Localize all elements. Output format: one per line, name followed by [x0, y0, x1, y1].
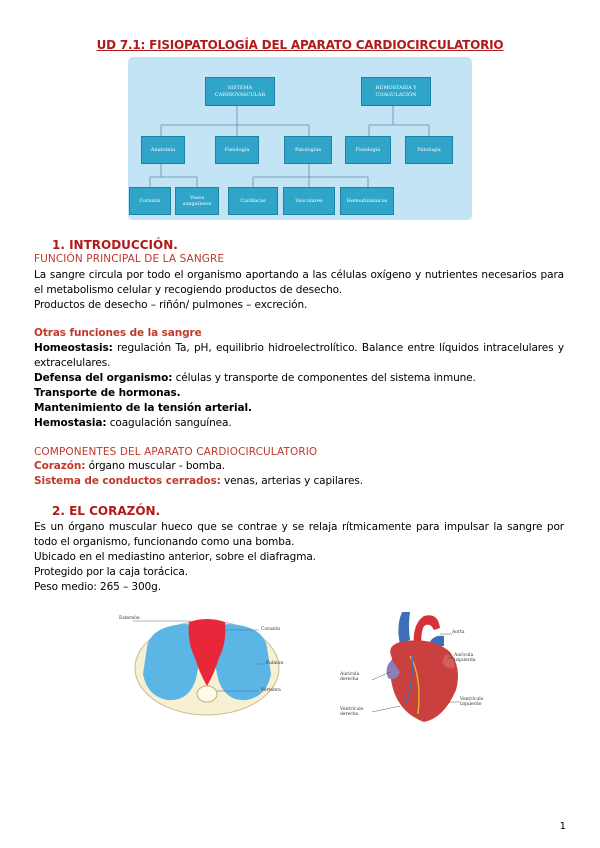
page-title: UD 7.1: FISIOPATOLOGÍA DEL APARATO CARDIOCIRCULATORIO [96, 38, 504, 52]
node-anatomia: Anatomía [141, 136, 185, 164]
corazon-p3: Protegido por la caja torácica. [34, 566, 189, 578]
transporte-text: Transporte de hormonas. [34, 387, 181, 399]
funcion-title: FUNCIÓN PRINCIPAL DE LA SANGRE [34, 253, 225, 265]
label-pulmon: Pulmón [266, 661, 284, 666]
corazon-p2: Ubicado en el mediastino anterior, sobre el diafragma. [34, 551, 316, 563]
sistema-conductos: Sistema de conductos cerrados: venas, arterias y capilares. [34, 475, 363, 487]
node-fisiologia: Fisiología [215, 136, 259, 164]
page-number: 1 [559, 821, 566, 832]
label-ventriculo-izquierdo: Ventrículo izquierdo [460, 697, 484, 708]
corazon-p4: Peso medio: 265 – 300g. [34, 581, 161, 593]
heart-illustration [340, 606, 490, 724]
node-corazon: Corazón [129, 187, 171, 215]
label-corazon: Corazón [261, 627, 280, 632]
hemostasia-text: Hemostasia: coagulación sanguínea. [34, 417, 232, 429]
node-patologia-2: Patología [405, 136, 453, 164]
node-hemostasia: HEMOSTASIA Y COAGULACIÓN [361, 77, 431, 106]
node-vasos: Vasos sanguíneos [175, 187, 219, 215]
hemostasia-label: Hemostasia: [34, 417, 107, 429]
concept-diagram [128, 57, 472, 220]
node-cardiacas: Cardíacas [228, 187, 278, 215]
label-aorta: Aorta [452, 630, 465, 635]
node-hemodinamicas: Hemodinámicas [340, 187, 394, 215]
corazon-definicion: Corazón: órgano muscular - bomba. [34, 460, 225, 472]
label-ventriculo-derecho: Ventrículo derecho [340, 707, 364, 718]
label-auricula-derecha: Aurícula derecha [340, 672, 360, 683]
homeostasis-text: Homeostasis: regulación Ta, pH, equilibrio hidroelectrolítico. Balance entre líquidos intracelulares y extracelulares. [34, 342, 564, 369]
node-fisiologia-2: Fisiología [345, 136, 391, 164]
node-patologias: Patologías [284, 136, 332, 164]
section-2-heading: 2. EL CORAZÓN. [52, 504, 161, 518]
tension-text: Mantenimiento de la tensión arterial. [34, 402, 252, 414]
componentes-title: COMPONENTES DEL APARATO CARDIOCIRCULATORIO [34, 446, 318, 458]
homeostasis-label: Homeostasis: [34, 342, 113, 354]
defensa-text: Defensa del organismo: células y transporte de componentes del sistema inmune. [34, 372, 476, 384]
corazon-label: Corazón: [34, 460, 86, 472]
label-auricula-izquierda: Aurícula izquierda [454, 653, 476, 664]
corazon-p1: Es un órgano muscular hueco que se contrae y se relaja rítmicamente para impulsar la sangre por todo el organismo, funcionando como una bomba. [34, 521, 564, 548]
otras-funciones-title: Otras funciones de la sangre [34, 327, 202, 339]
funcion-text: La sangre circula por todo el organismo aportando a las células oxígeno y nutrientes necesarios para el metabolismo celular y recogiendo productos de desecho. [34, 269, 564, 296]
desecho-text: Productos de desecho – riñón/ pulmones – excreción. [34, 299, 308, 311]
node-vasculares: Vasculares [283, 187, 335, 215]
section-1-heading: 1. INTRODUCCIÓN. [52, 238, 178, 252]
defensa-label: Defensa del organismo: [34, 372, 173, 384]
label-vertebra: Vértebra [261, 688, 281, 693]
node-sistema-cardiovascular: SISTEMA CARDIOVASCULAR [205, 77, 275, 106]
label-esternon: Esternón [119, 616, 140, 621]
sistema-label: Sistema de conductos cerrados: [34, 475, 221, 487]
thorax-illustration [115, 612, 300, 717]
